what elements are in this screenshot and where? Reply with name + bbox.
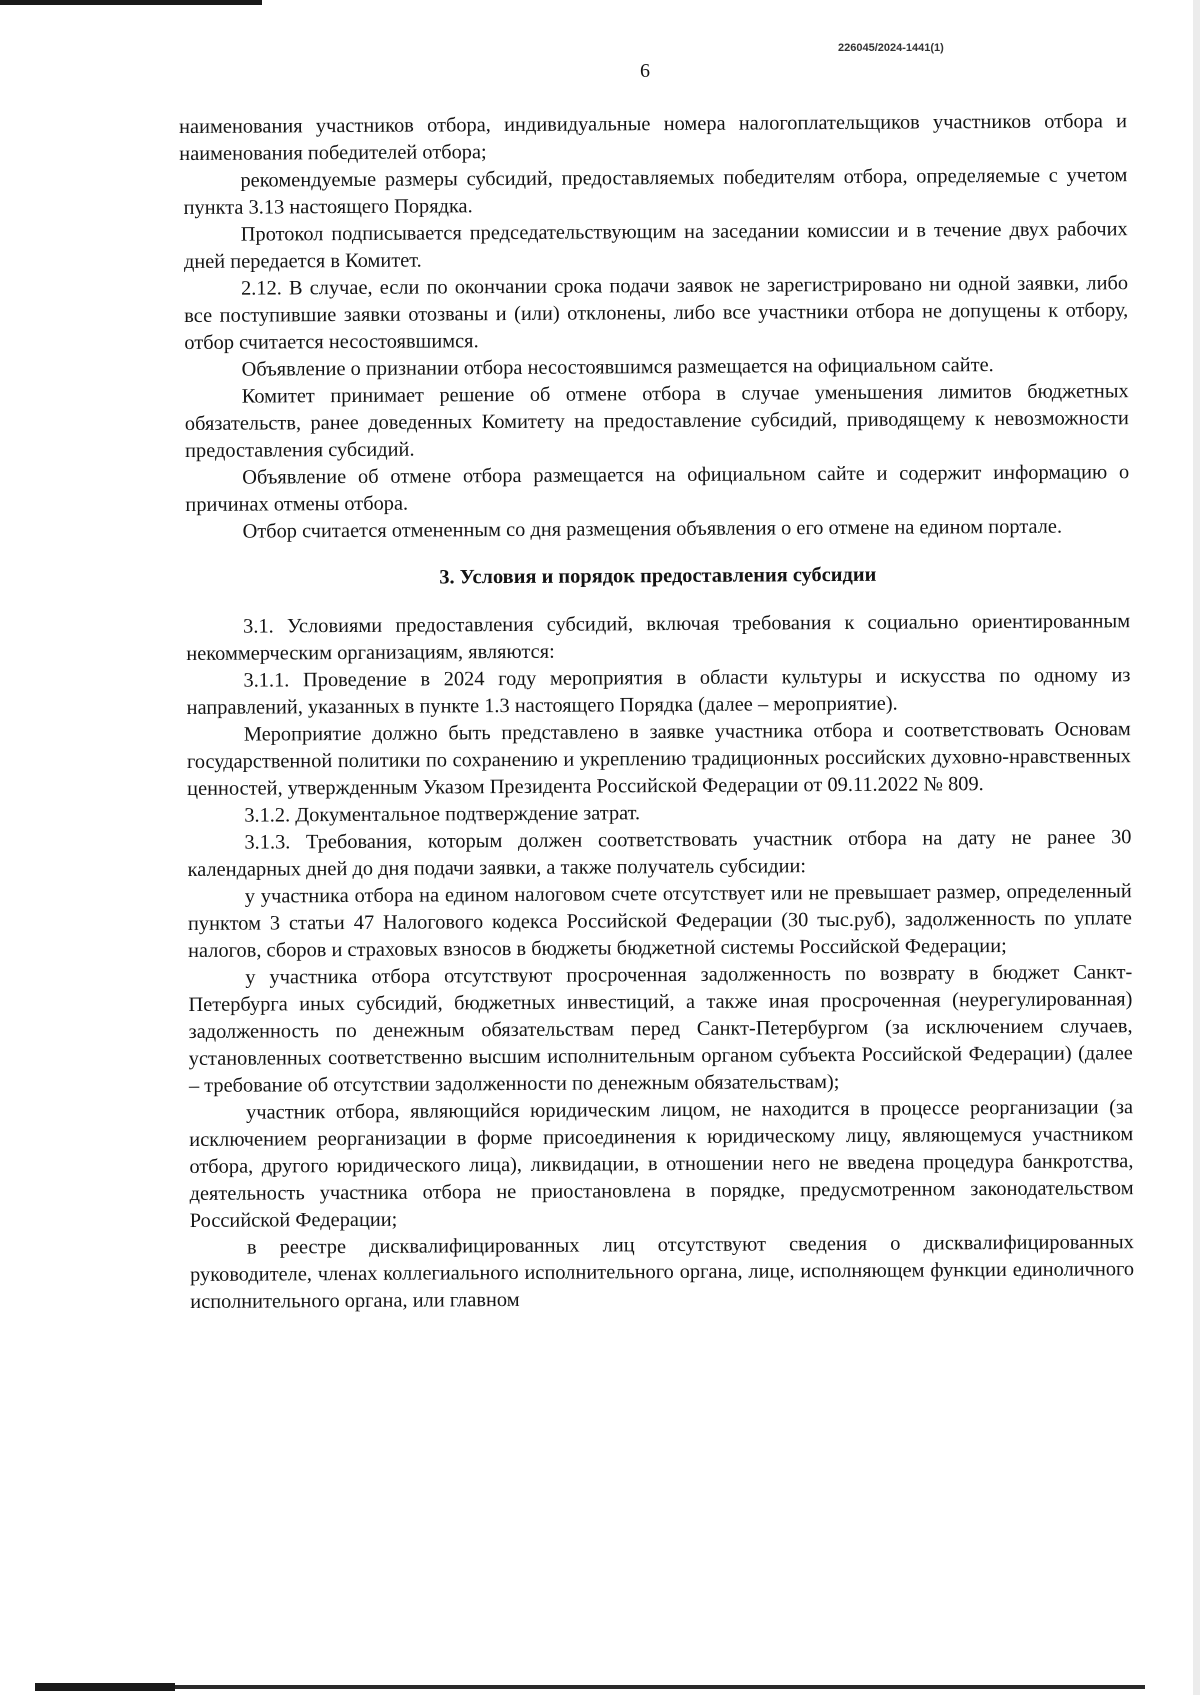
paragraph: Мероприятие должно быть представлено в заявке участника отбора и соответствовать Основам государственной политики по сохранению и укреплению традиционных российских духовно-нравственных ценностей, утвержденным Указом Президента Российской Федерации от 09.11.2022 № 809. xyxy=(186,718,1132,800)
paragraph: Объявление об отмене отбора размещается на официальном сайте и содержит информацию о причинах отмены отбора. xyxy=(185,461,1130,516)
paragraph: 3.1.1. Проведение в 2024 году мероприятия в области культуры и искусства по одному из направлений, указанных в пункте 1.3 настоящего Порядка (далее – мероприятие). xyxy=(186,664,1131,719)
paragraph: Объявление о признании отбора несостоявшимся размещается на официальном сайте. xyxy=(241,354,994,381)
document-registration-number: 226045/2024-1441(1) xyxy=(838,42,944,54)
paragraph: 3.1.2. Документальное подтверждение затрат. xyxy=(244,802,641,827)
paragraph: участник отбора, являющийся юридическим лицом, не находится в процессе реорганизации (за исключением реорганизации в форме присоединения к юридическому лицу, являющемуся участником отбора, другого юридического лица), ликвидации, в отношении него не введена процедура банкротства, деятельность участника отбора не приостановлена в порядке, предусмотренном законодательством Российской Федерации; xyxy=(189,1096,1134,1232)
scan-edge-bottom xyxy=(35,1685,1145,1689)
paragraph: 3.1.3. Требования, которым должен соответствовать участник отбора на дату не ранее 30 календарных дней до дня подачи заявки, а также получатель субсидии: xyxy=(187,826,1132,881)
scan-edge-bottom-mark xyxy=(35,1683,175,1691)
page-number: 6 xyxy=(640,60,650,82)
section-heading: 3. Условия и порядок предоставления субсидии xyxy=(439,563,877,589)
paragraph: у участника отбора отсутствуют просроченная задолженность по возврату в бюджет Санкт-Петербурга иных субсидий, бюджетных инвестиций, а также иная просроченная (неурегулированная) задолженность по денежным обязательствам перед Санкт-Петербургом (за исключением случаев, установленных соответственно высшим исполнительным органом субъекта Российской Федерации) (далее – требование об отсутствии задолженности по денежным обязательствам); xyxy=(188,961,1133,1097)
paragraph: 2.12. В случае, если по окончании срока подачи заявок не зарегистрировано ни одной заявки, либо все поступившие заявки отозваны и (или) отклонены, либо все участники отбора не допущены к отбору, отбор считается несостоявшимся. xyxy=(184,272,1129,354)
paragraph: в реестре дисквалифицированных лиц отсутствуют сведения о дисквалифицированных руководителе, членах коллегиального исполнительного органа, лице, исполняющем функции единоличного исполнительного органа, или главном xyxy=(190,1231,1135,1313)
scan-shadow-right xyxy=(1193,0,1200,1695)
paragraph: Протокол подписывается председательствующим на заседании комиссии и в течение двух рабочих дней передается в Комитет. xyxy=(183,218,1128,273)
paragraph: наименования участников отбора, индивидуальные номера налогоплательщиков участников отбора и наименования победителей отбора; xyxy=(179,110,1128,166)
paragraph: 3.1. Условиями предоставления субсидий, включая требования к социально ориентированным некоммерческим организациям, являются: xyxy=(186,610,1131,665)
scan-edge-top xyxy=(0,0,262,5)
paragraph: рекомендуемые размеры субсидий, предоставляемых победителям отбора, определяемые с учетом пункта 3.13 настоящего Порядка. xyxy=(183,164,1128,219)
paragraph: у участника отбора на едином налоговом счете отсутствует или не превышает размер, определенный пунктом 3 статьи 47 Налогового кодекса Российской Федерации (30 тыс.руб), задолженность по уплате налогов, сборов и страховых взносов в бюджеты бюджетной системы Российской Федерации; xyxy=(187,880,1132,962)
paragraph: Комитет принимает решение об отмене отбора в случае уменьшения лимитов бюджетных обязательств, ранее доведенных Комитету на предоставление субсидий, приводящему к невозможности предоставления субсидий. xyxy=(184,380,1129,462)
paragraph: Отбор считается отмененным со дня размещения объявления о его отмене на едином портале. xyxy=(242,515,1063,543)
document-body xyxy=(179,108,1135,1316)
